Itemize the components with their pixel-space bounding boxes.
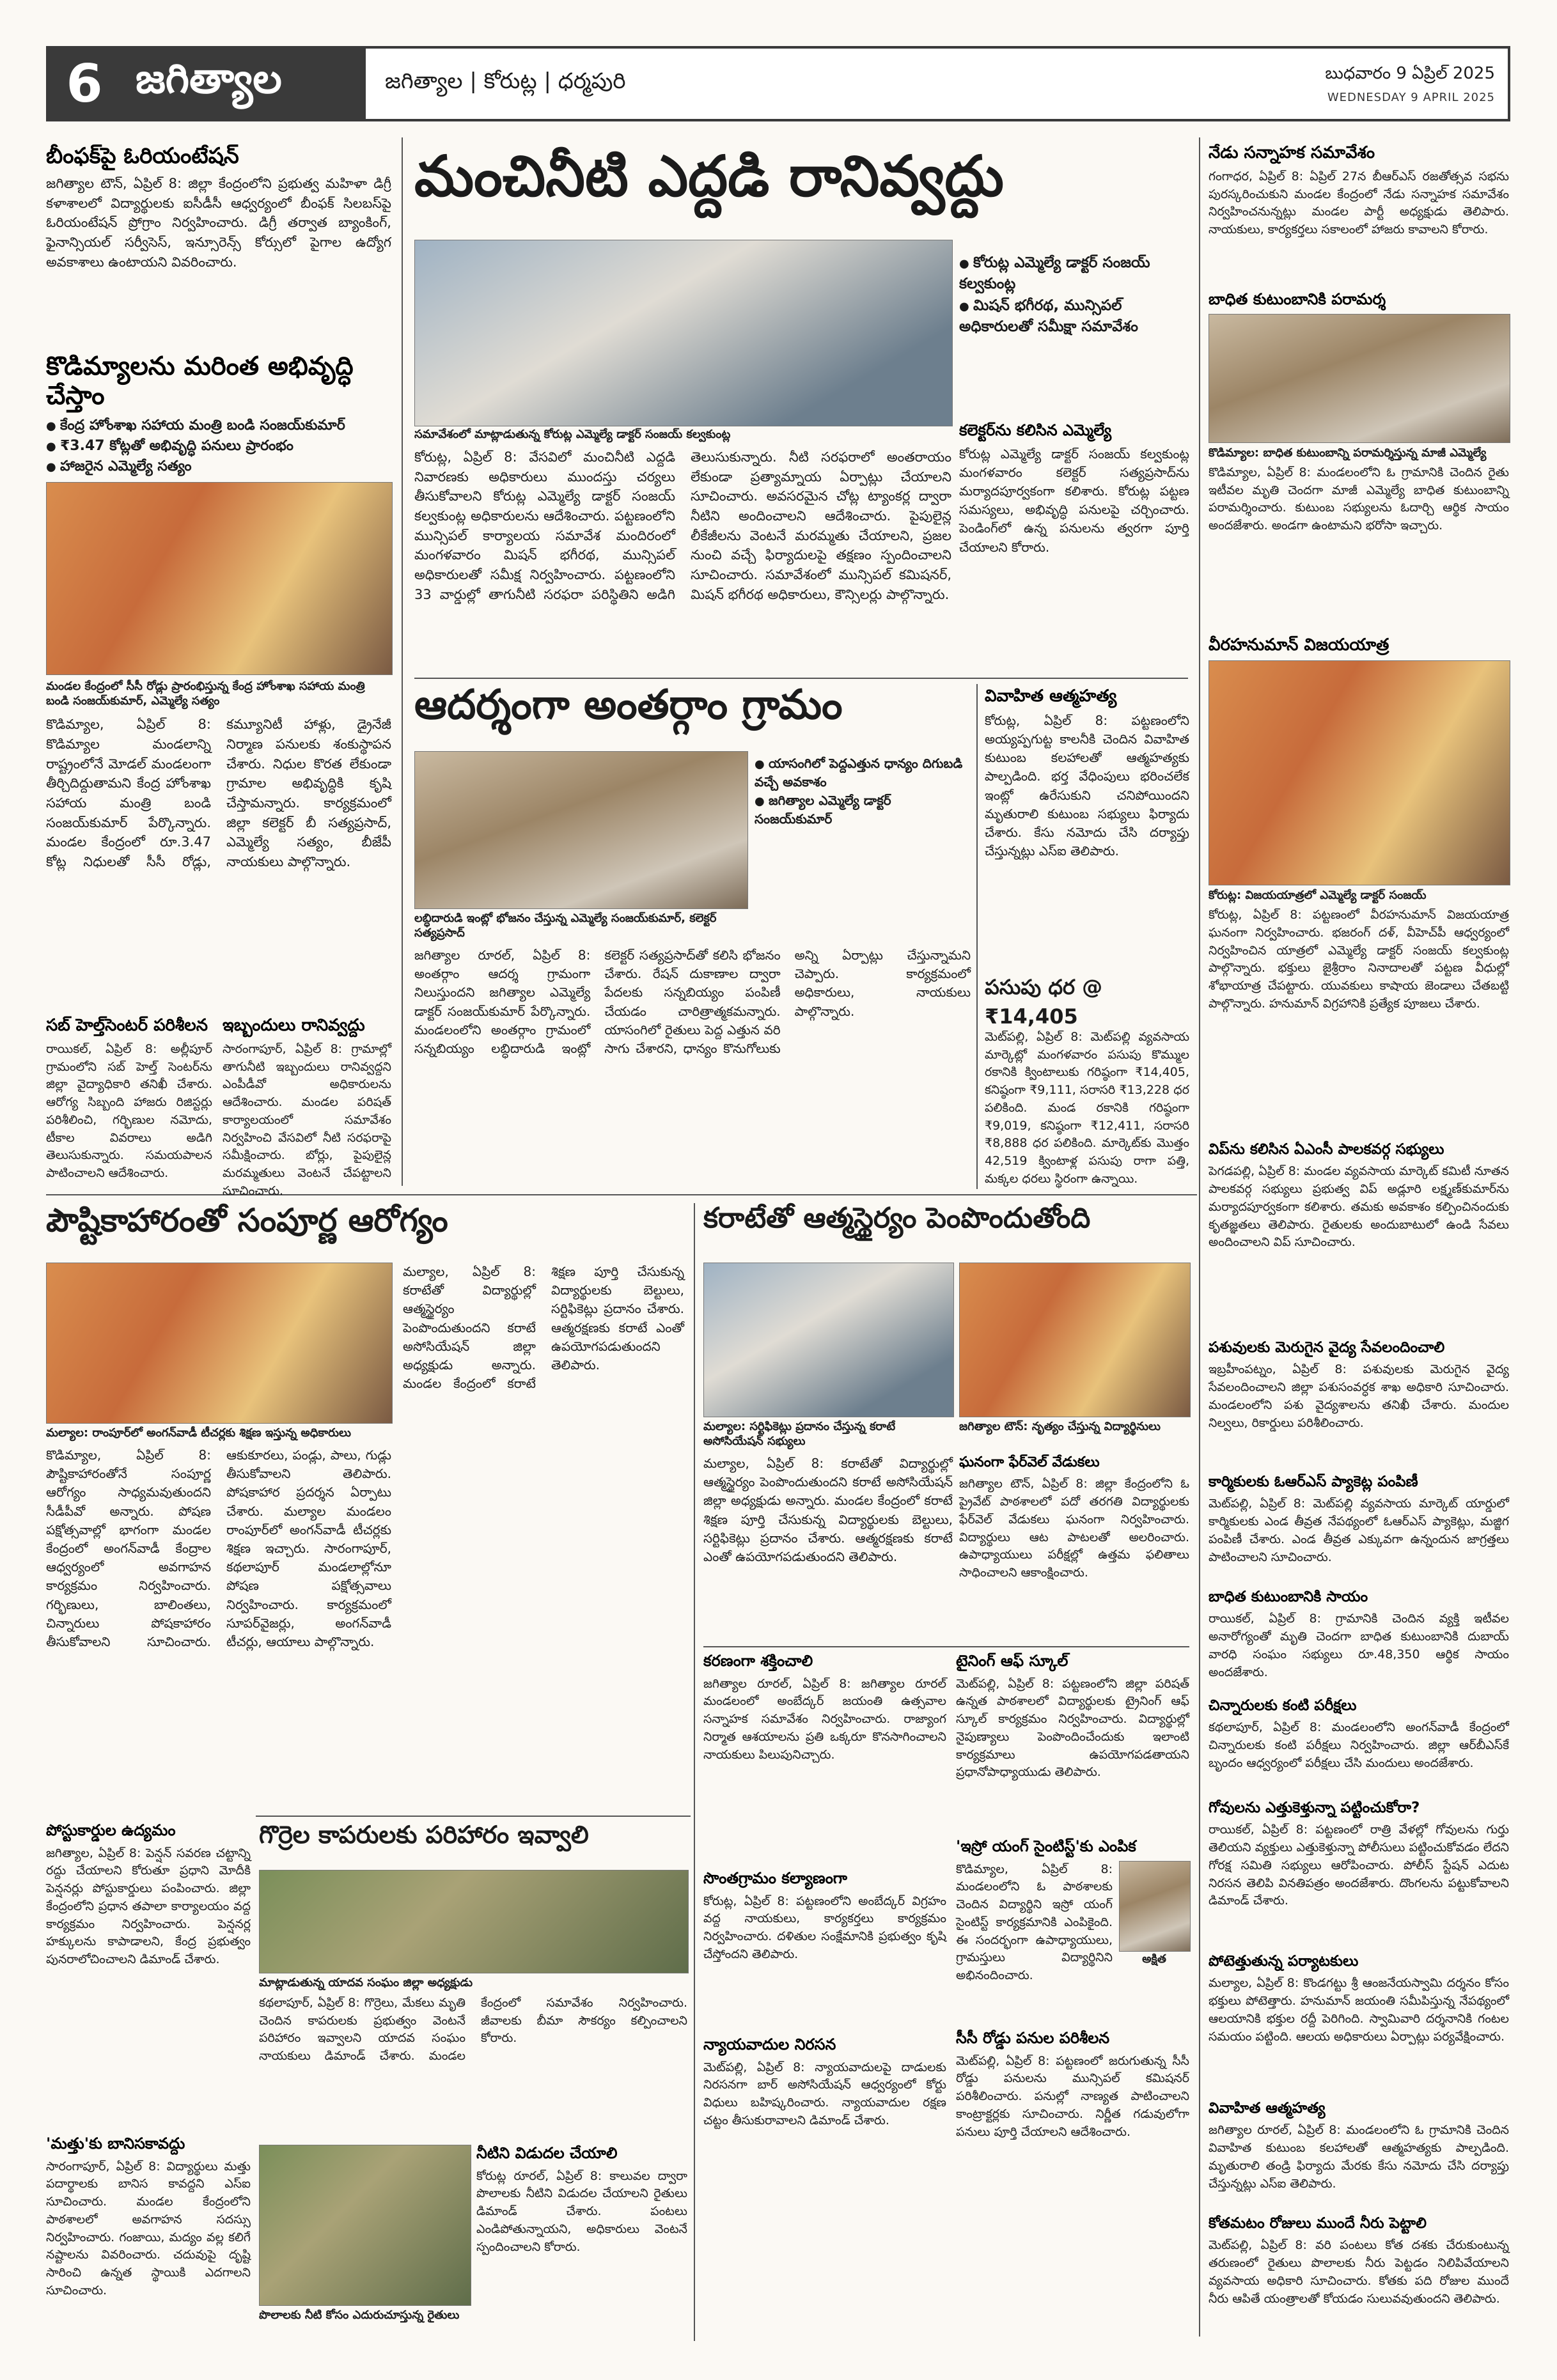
antargam-photo xyxy=(414,751,748,909)
sheep-body-box xyxy=(259,1995,687,2142)
article-suicide-rural xyxy=(1209,2100,1509,2209)
article-headline: సీసీ రోడ్డు పనుల పరిశీలన xyxy=(956,2029,1110,2047)
article-headline: ఇబ్బందులు రానివ్వద్దు xyxy=(223,1016,365,1035)
column-rule xyxy=(1199,137,1200,2337)
column-rule xyxy=(402,137,403,1186)
sheep-photo xyxy=(259,1870,689,1973)
article-village xyxy=(703,1870,946,2030)
karate-headline: కరాటేతో ఆత్మస్థైర్యం పెంపొందుతోంది xyxy=(703,1202,1091,1234)
lead-sidebar xyxy=(959,422,1189,671)
article-body: జగిత్యాల, ఏప్రిల్ 8: పెన్షన్ సవరణ చట్టాన్ని రద్దు చేయాలని కోరుతూ ప్రధాని మోదీకి పెన్షనర్లు పోస్టుకార్డులు పంపించారు. జిల్లా కేంద్రంలోని ప్రధాన తపాలా కార్యాలయం వద్ద కార్యక్రమం నిర్వహించారు. పెన్షనర్ల హక్కులను కాపాడాలని, కేంద్ర ప్రభుత్వం పునరాలోచించాలని డిమాండ్ చేశారు. xyxy=(46,1846,251,1966)
photo-caption: కొడిమ్యాల: బాధిత కుటుంబాన్ని పరామర్శిస్తున్న మాజీ ఎమ్మెల్యే xyxy=(1209,446,1487,460)
column-rule xyxy=(694,1203,695,2341)
bullet: ● హాజరైన ఎమ్మెల్యే సత్యం xyxy=(46,456,391,477)
water-photo xyxy=(259,2145,471,2306)
article-headline: కరణంగా శక్తించాలి xyxy=(703,1652,813,1670)
news-photo xyxy=(1209,314,1510,443)
karate-photo xyxy=(703,1263,954,1417)
antargam-bullets xyxy=(755,754,966,908)
news-photo xyxy=(1209,660,1510,885)
antargam-body: జగిత్యాల రూరల్, ఏప్రిల్ 8: అంతర్గాం ఆదర్శ గ్రామంగా నిలుస్తుందని జగిత్యాల ఎమ్మెల్యే డాక్టర్ సంజయ్‌కుమార్ పేర్కొన్నారు. మండలంలోని అంతర్గాం గ్రామంలో సన్నబియ్యం లబ్ధిదారుడి ఇంట్లో కలెక్టర్ సత్యప్రసాద్‌తో కలిసి భోజనం చేశారు. రేషన్ దుకాణాల ద్వారా పేదలకు సన్నబియ్యం పంపిణీ చేయడం చారిత్రాత్మకమన్నారు. యాసంగిలో రైతులు పెద్ద ఎత్తున వరి సాగు చేశారని, ధాన్యం కొనుగోలుకు అన్ని ఏర్పాట్లు చేస్తున్నామని చెప్పారు. కార్యక్రమంలో అధికారులు, నాయకులు పాల్గొన్నారు. xyxy=(414,947,971,1056)
article-body: మల్యాల, ఏప్రిల్ 8: కొండగట్టు శ్రీ ఆంజనేయస్వామి దర్శనం కోసం భక్తులు పోటెత్తారు. హనుమాన్ జయంతి సమీపిస్తున్న నేపథ్యంలో ఆలయానికి భక్తుల రద్దీ పెరిగింది. స్వామివారి దర్శనానికి గంటల సమయం పట్టింది. ఆలయ అధికారులు ఏర్పాట్లు పర్యవేక్షించారు. xyxy=(1209,1976,1509,2044)
article-body: మెట్‌పల్లి, ఏప్రిల్ 8: వరి పంటలు కోత దశకు చేరుకుంటున్న తరుణంలో రైతులు పొలాలకు నీరు పెట్టడం నిలిపివేయాలని వ్యవసాయ అధికారి సూచించారు. కోతకు పది రోజుల ముందే నీరు ఆపితే యంత్రాలతో కోయడం సులువవుతుందని తెలిపారు. xyxy=(1209,2238,1509,2306)
article-headline: పసుపు ధర @ ₹14,405 xyxy=(985,975,1103,1029)
article-preparatory-meeting xyxy=(1209,144,1509,284)
article-harvest-water xyxy=(1209,2215,1509,2337)
article-headline: వివాహిత ఆత్మహత్య xyxy=(1209,2100,1326,2117)
nutrition-body-continued: మల్యాల, ఏప్రిల్ 8: కరాటేతో విద్యార్థుల్లో ఆత్మస్థైర్యం పెంపొందుతుందని కరాటే అసోసియేషన్ జిల్లా అధ్యక్షుడు అన్నారు. మండల కేంద్రంలో కరాటే శిక్షణ పూర్తి చేసుకున్న విద్యార్థులకు బెల్టులు, సర్టిఫికెట్లు ప్రదానం చేశారు. ఆత్మరక్షణకు కరాటే ఎంతో ఉపయోగపడుతుందని తెలిపారు. xyxy=(403,1264,684,1392)
article-headline: సొంతగ్రామం కల్యాణంగా xyxy=(703,1869,848,1887)
date-english: WEDNESDAY 9 APRIL 2025 xyxy=(1327,90,1495,104)
article-body: మెట్‌పల్లి, ఏప్రిల్ 8: మెట్‌పల్లి వ్యవసాయ మార్కెట్లో మంగళవారం పసుపు కొమ్ముల రకానికి క్వింటాలుకు గరిష్ఠంగా ₹14,405, కనిష్ఠంగా ₹9,111, సరాసరి ₹13,228 ధర పలికింది. మండ రకానికి గరిష్ఠంగా ₹9,019, కనిష్ఠంగా ₹12,411, సరాసరి ₹8,888 ధర పలికింది. మార్కెట్‌కు మొత్తం 42,519 క్వింటాళ్ల పసుపు రాగా పత్తి, మక్కల ధరలు స్థిరంగా ఉన్నాయి. xyxy=(985,1030,1189,1186)
article-body: సారంగాపూర్, ఏప్రిల్ 8: విద్యార్థులు మత్తు పదార్థాలకు బానిస కావద్దని ఎస్ఐ సూచించారు. మండల కేంద్రంలోని పాఠశాలలో అవగాహన సదస్సు నిర్వహించారు. గంజాయి, మద్యం వల్ల కలిగే నష్టాలను వివరించారు. చదువుపై దృష్టి సారించి ఉన్నత స్థాయికి ఎదగాలని సూచించారు. xyxy=(46,2159,251,2298)
article-lawyers xyxy=(703,2036,946,2228)
horizontal-rule xyxy=(256,1816,691,1817)
article-body: ఇబ్రహీంపట్నం, ఏప్రిల్ 8: పశువులకు మెరుగైన వైద్య సేవలందించాలని జిల్లా పశుసంవర్ధక శాఖ అధికారి సూచించారు. మండలంలోని పశు వైద్యశాలను తనిఖీ చేశారు. మందుల నిల్వలు, రికార్డులు పరిశీలించారు. xyxy=(1209,1362,1509,1430)
article-headline: పోస్టుకార్డుల ఉద్యమం xyxy=(46,1821,176,1839)
antargam-body-box xyxy=(414,946,971,1189)
article-body: కోరుట్ల రూరల్, ఏప్రిల్ 8: కాలువల ద్వారా పొలాలకు నీటిని విడుదల చేయాలని రైతులు డిమాండ్ చేశారు. పంటలు ఎండిపోతున్నాయని, అధికారులు వెంటనే స్పందించాలని కోరారు. xyxy=(476,2168,687,2254)
article-headline: చిన్నారులకు కంటి పరీక్షలు xyxy=(1209,1697,1357,1714)
date-box xyxy=(1162,46,1510,121)
lead-photo xyxy=(414,240,953,426)
sheep-caption: మాట్లాడుతున్న యాదవ సంఘం జిల్లా అధ్యక్షుడు xyxy=(259,1976,473,1989)
article-drugs xyxy=(46,2135,251,2340)
article-body: జగిత్యాల రూరల్, ఏప్రిల్ 8: జగిత్యాల రూరల్ మండలంలో అంబేద్కర్ జయంతి ఉత్సవాల సన్నాహక సమావేశం నిర్వహించారు. రాజ్యాంగ నిర్మాత ఆశయాలను ప్రతి ఒక్కరూ కొనసాగించాలని నాయకులు పిలుపునిచ్చారు. xyxy=(703,1676,946,1762)
article-headline: వీరహనుమాన్ విజయయాత్ర xyxy=(1209,635,1389,655)
article-cc-road xyxy=(956,2030,1189,2228)
article-condolence xyxy=(1209,291,1509,630)
bullet: ● కేంద్ర హోంశాఖ సహాయ మంత్రి బండి సంజయ్‌కుమార్ xyxy=(46,416,391,436)
bullet: ● యాసంగిలో పెద్దఎత్తున ధాన్యం దిగుబడి వచ్చే అవకాశం xyxy=(755,754,966,791)
nutrition-body-box xyxy=(46,1446,391,1804)
article-veterinary xyxy=(1209,1339,1509,1467)
article-body: సారంగాపూర్, ఏప్రిల్ 8: గ్రామాల్లో తాగునీటి ఇబ్బందులు రానివ్వద్దని ఎంపీడీవో అధికారులను ఆదేశించారు. మండల పరిషత్ కార్యాలయంలో సమావేశం నిర్వహించి వేసవిలో నీటి సరఫరాపై సమీక్షించారు. బోర్లు, పైపులైన్ల మరమ్మతులు వెంటనే చేపట్టాలని సూచించారు. xyxy=(223,1041,391,1198)
bullet: ● జగిత్యాల ఎమ్మెల్యే డాక్టర్ సంజయ్‌కుమార్ xyxy=(755,791,966,828)
article-hanuman-yatra xyxy=(1209,636,1509,1135)
article-body: రాయికల్, ఏప్రిల్ 8: గ్రామానికి చెందిన వ్యక్తి ఇటీవల అనారోగ్యంతో మృతి చెందగా బాధిత కుటుంబానికి దుబాయ్ వారధి సంఘం సభ్యులు రూ.48,350 ఆర్థిక సాయం అందజేశారు. xyxy=(1209,1612,1509,1679)
article-eye-tests xyxy=(1209,1697,1509,1793)
dance-photo xyxy=(959,1263,1191,1417)
article-headline: బీంఫక్‌పై ఓరియంటేషన్ xyxy=(46,143,239,169)
article-strength xyxy=(703,1653,946,1863)
article-postcards xyxy=(46,1822,251,2129)
article-headline: బాధిత కుటుంబానికి సాయం xyxy=(1209,1589,1368,1605)
lead-body: కోరుట్ల, ఏప్రిల్ 8: వేసవిలో మంచినీటి ఎద్దడి నివారణకు అధికారులు ముందస్తు చర్యలు తీసుకోవాలని కోరుట్ల ఎమ్మెల్యే డాక్టర్ సంజయ్ కల్వకుంట్ల అధికారులను ఆదేశించారు. పట్టణంలోని మున్సిపల్ కార్యాలయ సమావేశ మందిరంలో మంగళవారం మిషన్ భగీరథ, మున్సిపల్ అధికారులతో సమీక్ష నిర్వహించారు. పట్టణంలోని 33 వార్డుల్లో తాగునీటి సరఫరా పరిస్థితిని అడిగి తెలుసుకున్నారు. నీటి సరఫరాలో అంతరాయం లేకుండా ప్రత్యామ్నాయ ఏర్పాట్లు చేయాలని సూచించారు. అవసరమైన చోట్ల ట్యాంకర్ల ద్వారా నీటిని అందించాలని ఆదేశించారు. పైపులైన్ల లీకేజీలను వెంటనే మరమ్మతు చేయాలని, ప్రజల నుంచి వచ్చే ఫిర్యాదులపై తక్షణం స్పందించాలని సూచించారు. సమావేశంలో మున్సిపల్ కమిషనర్, మిషన్ భగీరథ అధికారులు, కౌన్సిలర్లు పాల్గొన్నారు. xyxy=(414,449,951,602)
article-headline: టైనింగ్ ఆఫ్ స్కూల్ xyxy=(956,1652,1068,1670)
article-release-water xyxy=(476,2145,687,2330)
article-body: రాయికల్, ఏప్రిల్ 8: పట్టణంలో రాత్రి వేళల్లో గోవులను గుర్తు తెలియని వ్యక్తులు ఎత్తుకెళ్తున్నా పోలీసులు పట్టించుకోవడం లేదని గోరక్ష సమితి సభ్యులు ఆరోపించారు. పోలీస్ స్టేషన్ ఎదుట నిరసన తెలిపి వినతిపత్రం అందజేశారు. దొంగలను పట్టుకోవాలని డిమాండ్ చేశారు. xyxy=(1209,1823,1509,1908)
column-rule xyxy=(976,684,978,1189)
photo-caption: కోరుట్ల: విజయయాత్రలో ఎమ్మెల్యే డాక్టర్ సంజయ్ xyxy=(1209,888,1427,902)
bullet: ● మిషన్ భగీరథ, మున్సిపల్ అధికారులతో సమీక్షా సమావేశం xyxy=(959,295,1189,338)
article-body: కోరుట్ల, ఏప్రిల్ 8: పట్టణంలో వీరహనుమాన్ విజయయాత్ర ఘనంగా నిర్వహించారు. భజరంగ్ దళ్, వీహెచ్‌పీ ఆధ్వర్యంలో నిర్వహించిన యాత్రలో ఎమ్మెల్యే డాక్టర్ సంజయ్ కల్వకుంట్ల పాల్గొన్నారు. భక్తులు జైశ్రీరాం నినాదాలతో పట్టణ వీధుల్లో శోభాయాత్ర చేపట్టారు. యువకులు కాషాయ జెండాలు చేతబట్టి పాల్గొన్నారు. హనుమాన్ విగ్రహానికి ప్రత్యేక పూజలు చేశారు. xyxy=(1209,908,1509,1011)
article-cattle-theft xyxy=(1209,1800,1509,1947)
article-body: మెట్‌పల్లి, ఏప్రిల్ 8: పట్టణంలో జరుగుతున్న సీసీ రోడ్డు పనులను మున్సిపల్ కమిషనర్ పరిశీలించారు. పనుల్లో నాణ్యత పాటించాలని కాంట్రాక్టర్లకు సూచించారు. నిర్ణీత గడువులోగా పనులు పూర్తి చేయాలని ఆదేశించారు. xyxy=(956,2053,1189,2139)
article-ors xyxy=(1209,1474,1509,1582)
article-body: జగిత్యాల టౌన్, ఏప్రిల్ 8: జిల్లా కేంద్రంలోని ప్రభుత్వ మహిళా డిగ్రీ కళాశాలలో విద్యార్థులకు ఐసీడీసీ ఆధ్వర్యంలో బీంఫక్ సిలబస్‌పై ఓరియంటేషన్ ప్రోగ్రాం నిర్వహించారు. డిగ్రీ తర్వాత బ్యాంకింగ్, ఫైనాన్సియల్ సర్వీసెస్, ఇన్సూరెన్స్ కోర్సులో పైగాల ఉద్యోగ అవకాశాలు ఉంటాయని వివరించారు. xyxy=(46,176,391,270)
article-headline: కొడిమ్యాలను మరింత అభివృద్ధి చేస్తాం xyxy=(46,352,354,410)
article-body: కోరుట్ల, ఏప్రిల్ 8: పట్టణంలోని అయ్యప్పగుట్ట కాలనీకి చెందిన వివాహిత కుటుంబ కలహాలతో ఆత్మహత్యకు పాల్పడింది. భర్త వేధింపులు భరించలేక ఇంట్లో ఉరేసుకుని చనిపోయిందని మృతురాలి కుటుంబ సభ్యులు ఫిర్యాదు చేశారు. కేసు నమోదు చేసి దర్యాప్తు చేస్తున్నట్లు ఎస్ఐ తెలిపారు. xyxy=(985,712,1189,859)
article-headline: నేడు సన్నాహక సమావేశం xyxy=(1209,143,1375,162)
nutrition-headline: పౌష్టికాహారంతో సంపూర్ణ ఆరోగ్యం xyxy=(46,1202,448,1239)
article-body: జగిత్యాల టౌన్, ఏప్రిల్ 8: జిల్లా కేంద్రంలోని ఓ ప్రైవేట్ పాఠశాలలో పదో తరగతి విద్యార్థులకు ఫేర్‌వెల్ వేడుకలు ఘనంగా నిర్వహించారు. విద్యార్థులు ఆట పాటలతో అలరించారు. ఉపాధ్యాయులు పరీక్షల్లో ఉత్తమ ఫలితాలు సాధించాలని ఆకాంక్షించారు. xyxy=(959,1477,1189,1580)
article-kodimyala xyxy=(46,352,391,997)
article-body: జగిత్యాల రూరల్, ఏప్రిల్ 8: మండలంలోని ఓ గ్రామానికి చెందిన వివాహిత కుటుంబ కలహాలతో ఆత్మహత్యకు పాల్పడింది. మృతురాలి తండ్రి ఫిర్యాదు మేరకు కేసు నమోదు చేసి దర్యాప్తు చేస్తున్నట్లు ఎస్ఐ తెలిపారు. xyxy=(1209,2123,1509,2191)
karate-headline-box xyxy=(703,1203,1189,1261)
article-headline: న్యాయవాదుల నిరసన xyxy=(703,2035,836,2053)
article-headline: సబ్ హెల్త్‌సెంటర్ పరిశీలన xyxy=(46,1016,208,1035)
article-isro xyxy=(956,1838,1189,2023)
page-number: 6 xyxy=(46,46,123,121)
dance-caption: జగిత్యాల టౌన్: నృత్యం చేస్తున్న విద్యార్థినులు xyxy=(959,1420,1161,1433)
article-headline: 'మత్తు'కు బానిసకావద్దు xyxy=(46,2135,185,2152)
antargam-headline: ఆదర్శంగా అంతర్గాం గ్రామం xyxy=(414,681,843,729)
article-health-centre xyxy=(46,1016,212,1189)
article-turmeric-price xyxy=(985,975,1189,1189)
antargam-caption: లబ్ధిదారుడి ఇంట్లో భోజనం చేస్తున్న ఎమ్మెల్యే సంజయ్‌కుమార్, కలెక్టర్ సత్యప్రసాద్ xyxy=(414,912,717,940)
article-body: మెట్‌పల్లి, ఏప్రిల్ 8: న్యాయవాదులపై దాడులకు నిరసనగా బార్ అసోసియేషన్ ఆధ్వర్యంలో కోర్టు విధులు బహిష్కరించారు. న్యాయవాదుల రక్షణ చట్టం తీసుకురావాలని డిమాండ్ చేశారు. xyxy=(703,2060,946,2127)
nutrition-body-cont xyxy=(403,1263,684,1902)
article-pilgrims xyxy=(1209,1953,1509,2094)
article-body: కథలాపూర్, ఏప్రిల్ 8: మండలంలోని అంగన్‌వాడీ కేంద్రంలో చిన్నారులకు కంటి పరీక్షలు నిర్వహించారు. జిల్లా ఆర్‌బీఎస్‌కే బృందం ఆధ్వర్యంలో పరీక్షలు చేసి మందులు అందజేశారు. xyxy=(1209,1720,1509,1770)
article-body: రాయికల్, ఏప్రిల్ 8: అల్లీపూర్ గ్రామంలోని సబ్ హెల్త్ సెంటర్‌ను జిల్లా వైద్యాధికారి తనిఖీ చేశారు. ఆరోగ్య సిబ్బంది హాజరు రిజిస్టర్లు పరిశీలించి, గర్భిణుల నమోదు, టీకాల వివరాలు అడిగి తెలుసుకున్నారు. సమయపాలన పాటించాలని ఆదేశించారు. xyxy=(46,1041,212,1181)
article-body: మెట్‌పల్లి, ఏప్రిల్ 8: పట్టణంలోని జిల్లా పరిషత్ ఉన్నత పాఠశాలలో విద్యార్థులకు ట్రైనింగ్ ఆఫ్ స్కూల్ కార్యక్రమం నిర్వహించారు. విద్యార్థుల్లో నైపుణ్యాలు పెంపొందించేందుకు ఇలాంటి కార్యక్రమాలు ఉపయోగపడతాయని ప్రధానోపాధ్యాయుడు తెలిపారు. xyxy=(956,1676,1189,1780)
article-headline: పోటెత్తుతున్న పర్యాటకులు xyxy=(1209,1953,1359,1970)
student-name: అక్షిత xyxy=(1142,1952,1166,1966)
masthead xyxy=(46,46,1510,121)
article-family-aid xyxy=(1209,1589,1509,1691)
news-photo xyxy=(46,482,393,675)
article-orientation xyxy=(46,144,391,336)
photo-caption: మండల కేంద్రంలో సీసీ రోడ్లు ప్రారంభిస్తున్న కేంద్ర హోంశాఖ సహాయ మంత్రి బండి సంజయ్‌కుమార్, ఎమ్మెల్యే సత్యం xyxy=(46,679,365,708)
article-headline: కోతమటం రోజులు ముందే నీరు పెట్టాలి xyxy=(1209,2215,1427,2232)
towns-line: జగిత్యాల | కోరుట్ల | ధర్మపురి xyxy=(366,46,1162,121)
article-headline: బాధిత కుటుంబానికి పరామర్శ xyxy=(1209,290,1386,308)
lead-body-box xyxy=(414,447,951,671)
lead-headline: మంచినీటి ఎద్దడి రానివ్వద్దు xyxy=(414,143,1004,209)
date-telugu: బుధవారం 9 ఏప్రిల్ 2025 xyxy=(1325,63,1495,83)
article-headline: గోవులను ఎత్తుకెళ్తున్నా పట్టించుకోరా? xyxy=(1209,1800,1420,1816)
sidebar-headline: కలెక్టర్‌ను కలిసిన ఎమ్మెల్యే xyxy=(959,421,1112,439)
article-body: మెట్‌పల్లి, ఏప్రిల్ 8: మెట్‌పల్లి వ్యవసాయ మార్కెట్ యార్డులో కార్మికులకు ఎండ తీవ్రత నేపథ్యంలో ఓఆర్ఎస్ ప్యాకెట్లు, మజ్జిగ పంపిణీ చేశారు. ఎండ తీవ్రత ఎక్కువగా ఉన్నందున జాగ్రత్తలు పాటించాలని సూచించారు. xyxy=(1209,1497,1509,1564)
article-body: కోరుట్ల, ఏప్రిల్ 8: పట్టణంలోని అంబేద్కర్ విగ్రహం వద్ద నాయకులు, కార్యకర్తలు కార్యక్రమం నిర్వహించారు. దళితుల సంక్షేమానికి ప్రభుత్వం కృషి చేస్తోందని తెలిపారు. xyxy=(703,1894,946,1961)
sheep-headline-box xyxy=(259,1822,687,1867)
article-suicide-korutla xyxy=(985,687,1189,968)
article-headline: విప్‌ను కలిసిన ఏఎంసీ పాలకవర్గ సభ్యులు xyxy=(1209,1141,1444,1158)
article-body: కొడిమ్యాల, ఏప్రిల్ 8: కొడిమ్యాల మండలాన్ని రాష్ట్రంలోనే మోడల్ మండలంగా తీర్చిదిద్దుతామని కేంద్ర హోంశాఖ సహాయ మంత్రి బండి సంజయ్‌కుమార్ పేర్కొన్నారు. మండల కేంద్రంలో రూ.3.47 కోట్ల నిధులతో సీసీ రోడ్లు, కమ్యూనిటీ హాళ్లు, డ్రైనేజీ నిర్మాణ పనులకు శంకుస్థాపన చేశారు. నిధుల కొరత లేకుండా గ్రామాల అభివృద్ధికి కృషి చేస్తామన్నారు. కార్యక్రమంలో జిల్లా కలెక్టర్ బీ సత్యప్రసాద్, ఎమ్మెల్యే సత్యం, బీజేపీ నాయకులు పాల్గొన్నారు. xyxy=(46,717,391,870)
farewell-article xyxy=(959,1454,1189,1640)
sheep-headline: గొర్రెల కాపరులకు పరిహారం ఇవ్వాలి xyxy=(259,1821,589,1849)
nutrition-caption: మల్యాల: రాంపూర్‌లో అంగన్‌వాడీ టీచర్లకు శిక్షణ ఇస్తున్న అధికారులు xyxy=(46,1426,351,1440)
article-headline: నీటిని విడుదల చేయాలి xyxy=(476,2144,618,2162)
water-caption: పొలాలకు నీటి కోసం ఎదురుచూస్తున్న రైతులు xyxy=(259,2308,460,2322)
article-headline: వివాహిత ఆత్మహత్య xyxy=(985,687,1117,706)
karate-body: మల్యాల, ఏప్రిల్ 8: కరాటేతో విద్యార్థుల్లో ఆత్మస్థైర్యం పెంపొందుతుందని కరాటే అసోసియేషన్ జిల్లా అధ్యక్షుడు అన్నారు. మండల కేంద్రంలో కరాటే శిక్షణ పూర్తి చేసుకున్న విద్యార్థులకు బెల్టులు, సర్టిఫికెట్లు ప్రదానం చేశారు. ఆత్మరక్షణకు కరాటే ఎంతో ఉపయోగపడుతుందని తెలిపారు. xyxy=(703,1456,953,1564)
article-training xyxy=(956,1653,1189,1832)
karate-caption: మల్యాల: సర్టిఫికెట్లు ప్రదానం చేస్తున్న కరాటే అసోసియేషన్ సభ్యులు xyxy=(703,1420,896,1449)
lead-headline-box xyxy=(414,143,1188,249)
nutrition-photo xyxy=(46,1263,393,1424)
section-title: జగిత్యాల xyxy=(123,46,366,121)
article-amc-members xyxy=(1209,1141,1509,1333)
article-headline: 'ఇస్రో యంగ్ సైంటిస్ట్'కు ఎంపిక xyxy=(956,1837,1136,1855)
horizontal-rule xyxy=(703,1646,1189,1647)
article-headline: పశువులకు మెరుగైన వైద్య సేవలందించాలి xyxy=(1209,1339,1445,1356)
lead-photo-caption: సమావేశంలో మాట్లాడుతున్న కోరుట్ల ఎమ్మెల్యే డాక్టర్ సంజయ్ కల్వకుంట్ల xyxy=(414,428,731,441)
karate-body-box xyxy=(703,1454,953,1640)
nutrition-body: కొడిమ్యాల, ఏప్రిల్ 8: పౌష్టికాహారంతోనే సంపూర్ణ ఆరోగ్యం సాధ్యమవుతుందని సీడీపీవో అన్నారు. పోషణ పక్షోత్సవాల్లో భాగంగా మండల కేంద్రంలో అంగన్‌వాడీ కేంద్రాల ఆధ్వర్యంలో అవగాహన కార్యక్రమం నిర్వహించారు. గర్భిణులు, బాలింతలు, చిన్నారులు పోషకాహారం తీసుకోవాలని సూచించారు. ఆకుకూరలు, పండ్లు, పాలు, గుడ్లు తీసుకోవాలని తెలిపారు. పోషకాహార ప్రదర్శన ఏర్పాటు చేశారు. మల్యాల మండలం రాంపూర్‌లో అంగన్‌వాడీ టీచర్లకు శిక్షణ ఇచ్చారు. సారంగాపూర్, కథలాపూర్ మండలాల్లోనూ పోషణ పక్షోత్సవాలు నిర్వహించారు. కార్యక్రమంలో సూపర్‌వైజర్లు, అంగన్‌వాడీ టీచర్లు, ఆయాలు పాల్గొన్నారు. xyxy=(46,1447,391,1649)
horizontal-rule xyxy=(414,678,1188,679)
article-bullets xyxy=(46,416,391,477)
bullet: ● ₹3.47 కోట్లతో అభివృద్ధి పనులు ప్రారంభం xyxy=(46,436,391,456)
horizontal-rule xyxy=(46,1194,1197,1195)
article-headline: కార్మికులకు ఓఆర్ఎస్ ప్యాకెట్ల పంపిణీ xyxy=(1209,1474,1418,1490)
article-body: పెగడపల్లి, ఏప్రిల్ 8: మండల వ్యవసాయ మార్కెట్ కమిటీ నూతన పాలకవర్గ సభ్యులు ప్రభుత్వ విప్ అడ్లూరి లక్ష్మణ్‌కుమార్‌ను మర్యాదపూర్వకంగా కలిశారు. తమకు అవకాశం కల్పించినందుకు కృతజ్ఞతలు తెలిపారు. రైతులకు అందుబాటులో ఉండి సేవలు అందించాలని విప్ సూచించారు. xyxy=(1209,1164,1509,1250)
sheep-body: కథలాపూర్, ఏప్రిల్ 8: గొర్రెలు, మేకలు మృతి చెందిన కాపరులకు ప్రభుత్వం వెంటనే పరిహారం ఇవ్వాలని యాదవ సంఘం నాయకులు డిమాండ్ చేశారు. మండల కేంద్రంలో సమావేశం నిర్వహించారు. జీవాలకు బీమా సౌకర్యం కల్పించాలని కోరారు. xyxy=(259,1996,687,2064)
article-body: కొడిమ్యాల, ఏప్రిల్ 8: మండలంలోని ఓ పాఠశాలకు చెందిన విద్యార్థిని ఇస్రో యంగ్ సైంటిస్ట్ కార్యక్రమానికి ఎంపికైంది. ఈ సందర్భంగా ఉపాధ్యాయులు, గ్రామస్తులు విద్యార్థినిని అభినందించారు. xyxy=(956,1862,1113,1982)
article-body: గంగాధర, ఏప్రిల్ 8: ఏప్రిల్ 27న బీఆర్ఎస్ రజతోత్సవ సభను పురస్కరించుకుని మండల కేంద్రంలో నేడు సన్నాహక సమావేశం నిర్వహించనున్నట్లు మండల పార్టీ అధ్యక్షుడు తెలిపారు. నాయకులు, కార్యకర్తలు సకాలంలో హాజరు కావాలని కోరారు. xyxy=(1209,169,1509,237)
article-no-trouble xyxy=(223,1016,391,1198)
antargam-headline-box xyxy=(414,681,971,748)
article-headline: ఘనంగా ఫేర్‌వెల్ వేడుకలు xyxy=(959,1454,1100,1470)
lead-bullets xyxy=(959,253,1189,412)
bullet: ● కోరుట్ల ఎమ్మెల్యే డాక్టర్ సంజయ్ కల్వకుంట్ల xyxy=(959,253,1189,295)
sidebar-body: కోరుట్ల ఎమ్మెల్యే డాక్టర్ సంజయ్ కల్వకుంట్ల మంగళవారం కలెక్టర్ సత్యప్రసాద్‌ను మర్యాదపూర్వకంగా కలిశారు. కోరుట్ల పట్టణ సమస్యలు, అభివృద్ధి పనులపై చర్చించారు. పెండింగ్‌లో ఉన్న పనులను త్వరగా పూర్తి చేయాలని కోరారు. xyxy=(959,446,1189,555)
article-body: కొడిమ్యాల, ఏప్రిల్ 8: మండలంలోని ఓ గ్రామానికి చెందిన రైతు ఇటీవల మృతి చెందగా మాజీ ఎమ్మెల్యే బాధిత కుటుంబాన్ని పరామర్శించారు. కుటుంబ సభ్యులను ఓదార్చి ఆర్థిక సాయం అందజేశారు. అండగా ఉంటామని భరోసా ఇచ్చారు. xyxy=(1209,465,1509,533)
student-photo xyxy=(1119,1861,1191,1952)
nutrition-headline-box xyxy=(46,1203,685,1261)
